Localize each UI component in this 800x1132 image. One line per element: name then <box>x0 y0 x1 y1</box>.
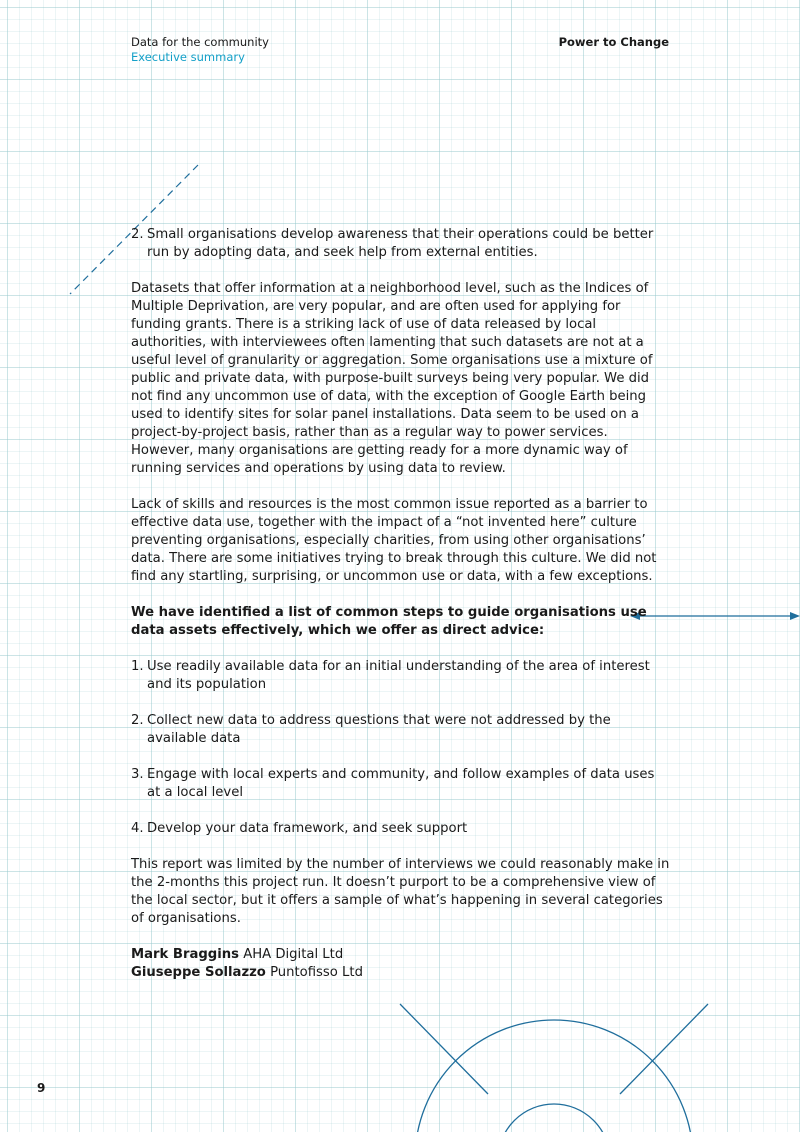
step-item <box>131 658 671 694</box>
cross-line-right <box>620 1004 708 1094</box>
author-line <box>131 964 671 982</box>
author-org: AHA Digital Ltd <box>243 947 344 962</box>
large-circle <box>415 1020 693 1132</box>
body-content <box>131 226 671 982</box>
cross-line-left <box>400 1004 488 1094</box>
step-number: 3. <box>131 767 144 782</box>
author-name: Giuseppe Sollazzo <box>131 965 266 980</box>
authors-block <box>131 946 671 982</box>
page-number: 9 <box>37 1081 46 1095</box>
step-number: 1. <box>131 659 144 674</box>
step-number: 4. <box>131 821 144 836</box>
brand-name: Power to Change <box>558 35 669 49</box>
step-number: 2. <box>131 713 144 728</box>
small-circle <box>498 1104 610 1132</box>
author-org: Puntofisso Ltd <box>270 965 363 980</box>
author-line <box>131 946 671 964</box>
step-item <box>131 712 671 748</box>
document-title: Data for the community <box>131 35 269 49</box>
paragraph-barriers: Lack of skills and resources is the most common issue reported as a barrier to effective data use, together with the impact of a “not invented here” culture preventing organisations, especially charities, from using other organisations’ data. There are some initiatives trying to break through this culture. We did not find any startling, surprising, or uncommon use or data, with a few exceptions. <box>131 497 657 584</box>
step-text: Engage with local experts and community, and follow examples of data uses at a local level <box>147 767 655 800</box>
paragraph-datasets: Datasets that offer information at a neighborhood level, such as the Indices of Multiple Deprivation, are very popular, and are often used for applying for funding grants. There is a striking lack of use of data released by local authorities, with interviewees often lamenting that such datasets are not at a useful level of granularity or aggregation. Some organisations use a mixture of public and private data, with purpose-built surveys being very popular. We did not find any uncommon use of data, with the exception of Google Earth being used to identify sites for solar panel installations. Data seem to be used on a project-by-project basis, rather than as a regular way to power services. However, many organisations are getting ready for a more dynamic way of running services and operations by using data to review. <box>131 281 653 476</box>
step-text: Develop your data framework, and seek support <box>147 821 468 836</box>
list-number: 2. <box>131 227 144 242</box>
step-item <box>131 766 671 802</box>
paragraph-conclusion: This report was limited by the number of interviews we could reasonably make in the 2-months this project run. It doesn’t purport to be a comprehensive view of the local sector, but it offers a sample of what’s happening in several categories of organisations. <box>131 857 670 926</box>
section-title: Executive summary <box>131 50 245 64</box>
list-text: Small organisations develop awareness that their operations could be better run by adopting data, and seek help from external entities. <box>147 227 654 260</box>
author-name: Mark Braggins <box>131 947 239 962</box>
advice-intro: We have identified a list of common steps to guide organisations use data assets effectively, which we offer as direct advice: <box>131 605 647 638</box>
intro-list-item <box>131 226 671 262</box>
step-text: Collect new data to address questions that were not addressed by the available data <box>147 713 611 746</box>
step-text: Use readily available data for an initial understanding of the area of interest and its population <box>147 659 650 692</box>
arrowhead-right-icon <box>790 612 800 620</box>
step-item <box>131 820 671 838</box>
